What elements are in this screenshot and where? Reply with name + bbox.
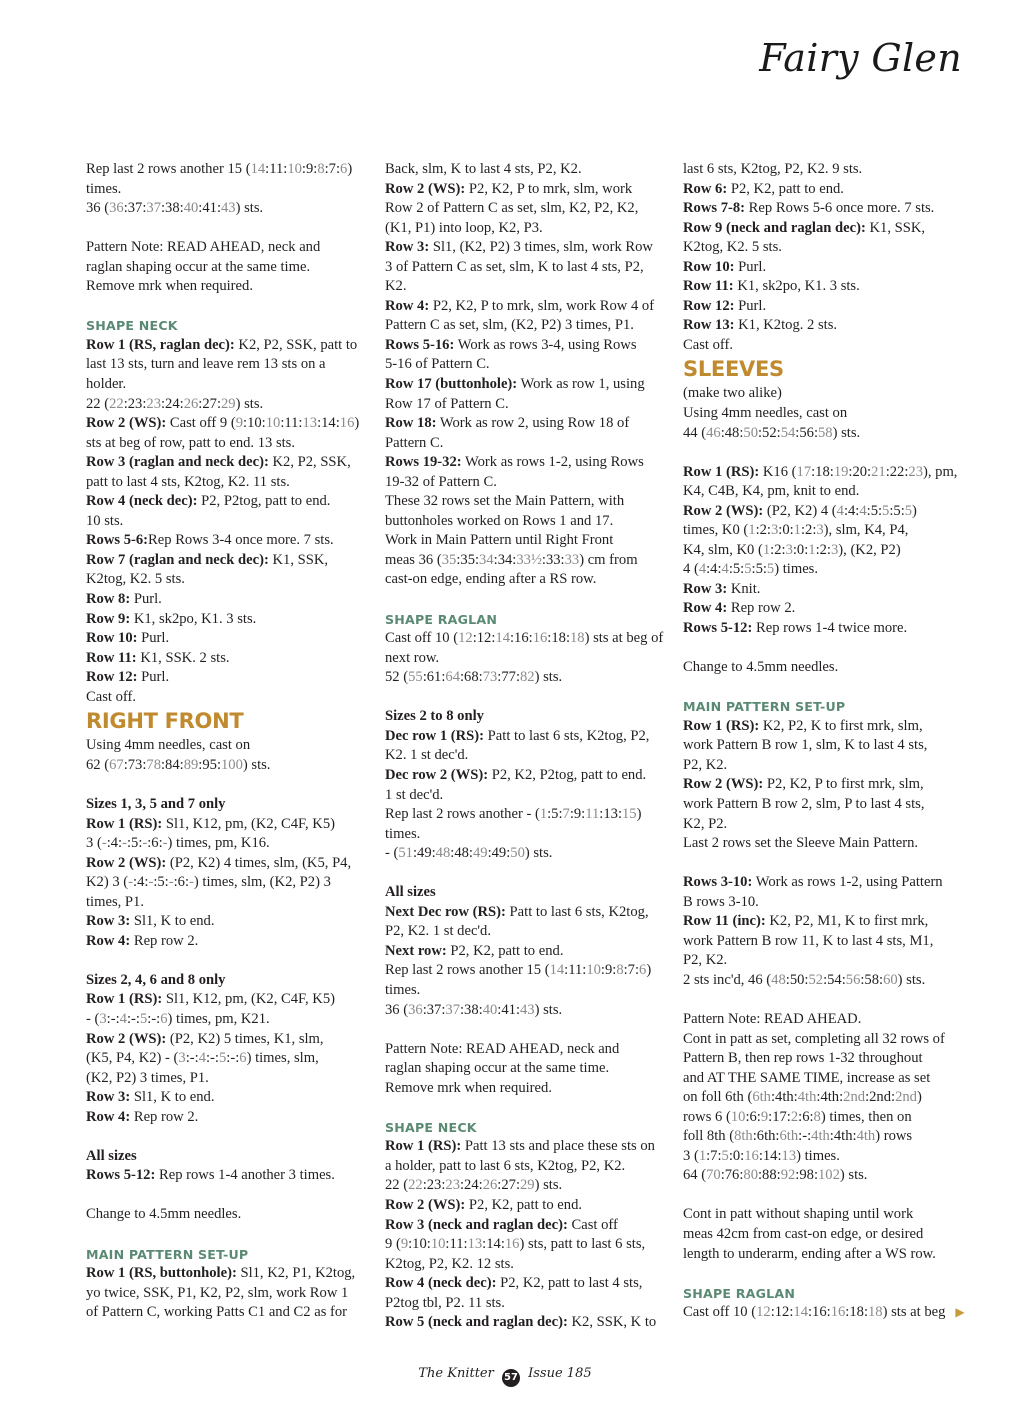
pattern-text-line: work Pattern B row 1, slm, K to last 4 sts, xyxy=(683,737,928,754)
pattern-text-line: Row 9: K1, sk2po, K1. 3 sts. xyxy=(86,610,257,627)
subsection-heading: SHAPE RAGLAN xyxy=(683,1285,796,1301)
pattern-text-line: sts at beg of row, patt to end. 13 sts. xyxy=(86,434,296,451)
paragraph-gap xyxy=(86,951,368,971)
pattern-text-line: Row 3: Sl1, K to end. xyxy=(86,913,215,930)
pattern-text-line: K2. 1 st dec'd. xyxy=(385,747,469,764)
pattern-text-line: Cast off 10 (12:12:14:16:16:18:18) sts at beg ▶ xyxy=(683,1304,965,1321)
pattern-text-line: 1 st dec'd. xyxy=(385,786,444,803)
pattern-text-line: Row 3: Knit. xyxy=(683,580,761,597)
pattern-text-line: meas 36 (35:35:34:34:33½:33:33) cm from xyxy=(385,551,638,568)
pattern-text-line: Row 2 (WS): (P2, K2) 4 times, slm, (K5, P4, xyxy=(86,854,352,871)
pattern-text-line: 64 (70:76:80:88:92:98:102) sts. xyxy=(683,1167,868,1184)
pattern-text-line: K2) 3 (-:4:-:5:-:6:-) times, slm, (K2, P2) 3 xyxy=(86,874,331,891)
pattern-text-line: - (3:-:4:-:5:-:6) times, pm, K21. xyxy=(86,1010,270,1027)
pattern-text-line: last 13 sts, turn and leave rem 13 sts on a xyxy=(86,356,326,373)
subsection-heading: SHAPE RAGLAN xyxy=(385,611,498,627)
pattern-text-line: 52 (55:61:64:68:73:77:82) sts. xyxy=(385,669,563,686)
pattern-text-line: Row 2 (WS): Cast off 9 (9:10:10:11:13:14:16) xyxy=(86,415,360,432)
pattern-text-line: Dec row 2 (WS): P2, K2, P2tog, patt to end. xyxy=(385,766,647,783)
pattern-text-line: 5-16 of Pattern C. xyxy=(385,356,490,373)
pattern-text-line: Row 11: K1, sk2po, K1. 3 sts. xyxy=(683,278,860,295)
pattern-text-line: times. xyxy=(385,981,421,998)
pattern-text-line: Rows 5-6:Rep Rows 3-4 once more. 7 sts. xyxy=(86,532,334,549)
pattern-text-line: on foll 6th (6th:4th:4th:4th:2nd:2nd:2nd) xyxy=(683,1089,922,1106)
pattern-text-line: work Pattern B row 11, K to last 4 sts, M1, xyxy=(683,932,934,949)
pattern-text-line: P2, K2. xyxy=(683,952,728,969)
pattern-text-line: All sizes xyxy=(385,884,436,901)
pattern-text-line: Using 4mm needles, cast on xyxy=(683,405,848,422)
pattern-text-line: Row 2 (WS): P2, K2, P to first mrk, slm, xyxy=(683,776,924,793)
pattern-text-line: Pattern Note: READ AHEAD. xyxy=(683,1010,862,1027)
pattern-text-line: Row 10: Purl. xyxy=(683,258,767,275)
paragraph-gap xyxy=(385,1020,667,1040)
pattern-text-line: Cast off. xyxy=(86,688,136,705)
pattern-text-line: - (51:49:48:48:49:49:50) sts. xyxy=(385,845,553,862)
pattern-text-line: Rows 5-12: Rep rows 1-4 another 3 times. xyxy=(86,1167,335,1184)
pattern-text-line: Row 8: Purl. xyxy=(86,591,162,608)
paragraph-gap xyxy=(683,443,965,463)
pattern-text-line: Remove mrk when required. xyxy=(86,278,253,295)
pattern-text-line: Row 4: Rep row 2. xyxy=(86,932,199,949)
pattern-text-line: Row 2 (WS): P2, K2, patt to end. xyxy=(385,1196,583,1213)
pattern-text-line: 4 (4:4:4:5:5:5:5) times. xyxy=(683,561,818,578)
pattern-text-line: K2, P2. xyxy=(683,815,728,832)
pattern-text-line: Row 7 (raglan and neck dec): K1, SSK, xyxy=(86,551,329,568)
pattern-text-line: K2tog, K2. 5 sts. xyxy=(683,239,782,256)
pattern-text-line: Next row: P2, K2, patt to end. xyxy=(385,942,564,959)
pattern-text-line: patt to last 4 sts, K2tog, K2. 11 sts. xyxy=(86,473,290,490)
paragraph-gap xyxy=(86,1225,368,1245)
paragraph-gap xyxy=(683,678,965,698)
pattern-text-line: 22 (22:23:23:24:26:27:29) sts. xyxy=(385,1177,563,1194)
pattern-text-line: Row 18: Work as row 2, using Row 18 of xyxy=(385,415,630,432)
pattern-text-line: 3 (-:4:-:5:-:6:-) times, pm, K16. xyxy=(86,835,270,852)
pattern-text-line: Row 4: Rep row 2. xyxy=(86,1108,199,1125)
pattern-text-line: Pattern C. xyxy=(385,434,444,451)
paragraph-gap xyxy=(683,990,965,1010)
pattern-text-line: Row 4: P2, K2, P to mrk, slm, work Row 4 of xyxy=(385,297,655,314)
issue-number: Issue 185 xyxy=(528,1366,592,1381)
pattern-text-line: Row 1 (RS): K16 (17:18:19:20:21:22:23), pm, xyxy=(683,463,958,480)
pattern-text-line: K2. xyxy=(385,278,407,295)
pattern-text-line: P2, K2. 1 st dec'd. xyxy=(385,923,491,940)
pattern-text-line: Rep last 2 rows another 15 (14:11:10:9:8:7:6) xyxy=(86,161,353,177)
pattern-text-line: length to underarm, ending after a WS row. xyxy=(683,1245,936,1262)
pattern-text-line: Pattern Note: READ AHEAD, neck and xyxy=(385,1040,620,1057)
pattern-text-line: Change to 4.5mm needles. xyxy=(683,659,839,676)
paragraph-gap xyxy=(86,1127,368,1147)
pattern-text-line: of Pattern C, working Patts C1 and C2 as for xyxy=(86,1304,348,1321)
paragraph-gap xyxy=(385,1098,667,1118)
pattern-text-line: (K2, P2) 3 times, P1. xyxy=(86,1069,209,1086)
pattern-text-line: Rows 5-12: Rep rows 1-4 twice more. xyxy=(683,620,908,637)
paragraph-gap xyxy=(683,639,965,659)
pattern-text-line: 2 sts inc'd, 46 (48:50:52:54:56:58:60) sts. xyxy=(683,971,926,988)
pattern-text-line: times, K0 (1:2:3:0:1:2:3), slm, K4, P4, xyxy=(683,522,909,539)
pattern-text-line: buttonholes worked on Rows 1 and 17. xyxy=(385,512,614,529)
paragraph-gap xyxy=(683,854,965,874)
pattern-text-line: Row 13: K1, K2tog. 2 sts. xyxy=(683,317,838,334)
pattern-text-line: times, P1. xyxy=(86,893,144,910)
pattern-text-line: Cont in patt as set, completing all 32 rows of xyxy=(683,1030,945,1047)
paragraph-gap xyxy=(86,297,368,317)
pattern-text-line: Rows 5-16: Work as rows 3-4, using Rows xyxy=(385,336,637,353)
section-heading: SLEEVES xyxy=(683,357,784,382)
pattern-text-line: Row 11 (inc): K2, P2, M1, K to first mrk, xyxy=(683,913,929,930)
pattern-text-line: Row 3 (neck and raglan dec): Cast off xyxy=(385,1216,618,1233)
pattern-text-line: Row 4: Rep row 2. xyxy=(683,600,796,617)
pattern-text-line: rows 6 (10:6:9:17:2:6:8) times, then on xyxy=(683,1108,912,1125)
paragraph-gap xyxy=(683,1186,965,1206)
pattern-text-line: 19-32 of Pattern C. xyxy=(385,473,497,490)
pattern-text-line: Row 2 (WS): P2, K2, P to mrk, slm, work xyxy=(385,180,633,197)
pattern-text-line: Cast off 10 (12:12:14:16:16:18:18) sts at beg of xyxy=(385,630,664,647)
pattern-text-line: Row 3: Sl1, (K2, P2) 3 times, slm, work Row xyxy=(385,239,653,256)
pattern-text-line: (K1, P1) into loop, K2, P3. xyxy=(385,219,543,236)
pattern-text-line: last 6 sts, K2tog, P2, K2. 9 sts. xyxy=(683,161,863,177)
pattern-text-line: Row 1 (RS): K2, P2, K to first mrk, slm, xyxy=(683,717,923,734)
pattern-text-line: a holder, patt to last 6 sts, K2tog, P2, K2. xyxy=(385,1157,626,1174)
pattern-text-line: Row 1 (RS): Sl1, K12, pm, (K2, C4F, K5) xyxy=(86,815,335,832)
pattern-text-line: Row 6: P2, K2, patt to end. xyxy=(683,180,844,197)
pattern-text-line: Cont in patt without shaping until work xyxy=(683,1206,914,1223)
pattern-text-line: holder. xyxy=(86,376,127,393)
text-column-1 xyxy=(86,160,368,1323)
pattern-text-line: Row 1 (RS, raglan dec): K2, P2, SSK, patt to xyxy=(86,336,358,353)
pattern-text-line: Row 17 of Pattern C. xyxy=(385,395,509,412)
pattern-text-line: Row 9 (neck and raglan dec): K1, SSK, xyxy=(683,219,926,236)
pattern-text-line: Change to 4.5mm needles. xyxy=(86,1206,242,1223)
pattern-text-line: Row 3: Sl1, K to end. xyxy=(86,1089,215,1106)
pattern-text-line: Sizes 1, 3, 5 and 7 only xyxy=(86,795,226,812)
pattern-text-line: P2tog tbl, P2. 11 sts. xyxy=(385,1294,505,1311)
pattern-text-line: yo twice, SSK, P1, K2, P2, slm, work Row 1 xyxy=(86,1284,349,1301)
pattern-text-line: P2, K2. xyxy=(683,756,728,773)
pattern-text-line: 62 (67:73:78:84:89:95:100) sts. xyxy=(86,756,271,773)
pattern-text-line: K2tog, K2. 5 sts. xyxy=(86,571,185,588)
pattern-text-line: Rows 19-32: Work as rows 1-2, using Rows xyxy=(385,454,644,471)
page-footer xyxy=(0,1366,1010,1387)
pattern-text-line: next row. xyxy=(385,649,440,666)
pattern-text-line: 9 (9:10:10:11:13:14:16) sts, patt to last 6 sts, xyxy=(385,1236,646,1253)
pattern-text-line: K4, C4B, K4, pm, knit to end. xyxy=(683,483,860,500)
pattern-text-line: Rep last 2 rows another - (1:5:7:9:11:13:15) xyxy=(385,806,642,823)
pattern-text-line: Row 2 of Pattern C as set, slm, K2, P2, K2, xyxy=(385,200,639,217)
pattern-text-line: Work in Main Pattern until Right Front xyxy=(385,532,614,549)
pattern-text-line: times. xyxy=(385,825,421,842)
pattern-text-line: cast-on edge, ending after a RS row. xyxy=(385,571,597,588)
pattern-text-line: Row 2 (WS): (P2, K2) 4 (4:4:4:5:5:5:5) xyxy=(683,502,917,519)
pattern-text-line: Pattern C as set, slm, (K2, P2) 3 times, P1. xyxy=(385,317,634,334)
pattern-text-line: meas 42cm from cast-on edge, or desired xyxy=(683,1225,924,1242)
pattern-text-line: B rows 3-10. xyxy=(683,893,759,910)
pattern-text-line: work Pattern B row 2, slm, P to last 4 sts, xyxy=(683,795,925,812)
pattern-text-line: Using 4mm needles, cast on xyxy=(86,737,251,754)
pattern-text-line: Row 4 (neck dec): P2, K2, patt to last 4 sts, xyxy=(385,1275,643,1292)
paragraph-gap xyxy=(86,219,368,239)
pattern-text-line: 22 (22:23:23:24:26:27:29) sts. xyxy=(86,395,264,412)
pattern-text-line: Row 10: Purl. xyxy=(86,630,170,647)
pattern-text-line: Row 12: Purl. xyxy=(86,669,170,686)
pattern-text-line: 10 sts. xyxy=(86,512,124,529)
subsection-heading: SHAPE NECK xyxy=(86,318,178,334)
pattern-text-line: Last 2 rows set the Sleeve Main Pattern. xyxy=(683,835,919,852)
pattern-text-line: Pattern B, then rep rows 1-32 throughout xyxy=(683,1050,923,1067)
pattern-text-line: foll 8th (8th:6th:6th:-:4th:4th:4th) rows xyxy=(683,1128,913,1145)
subsection-heading: MAIN PATTERN SET-UP xyxy=(86,1246,249,1262)
pattern-text-line: Dec row 1 (RS): Patt to last 6 sts, K2tog, P2, xyxy=(385,727,650,744)
pattern-text-line: (make two alike) xyxy=(683,385,782,402)
pattern-text-line: Pattern Note: READ AHEAD, neck and xyxy=(86,239,321,256)
pattern-text-line: (K5, P4, K2) - (3:-:4:-:5:-:6) times, slm, xyxy=(86,1050,319,1067)
paragraph-gap xyxy=(86,775,368,795)
pattern-text-line: 44 (46:48:50:52:54:56:58) sts. xyxy=(683,424,861,441)
pattern-text-line: Row 5 (neck and raglan dec): K2, SSK, K to xyxy=(385,1314,657,1331)
pattern-text-line: Rows 3-10: Work as rows 1-2, using Pattern xyxy=(683,874,943,891)
magazine-name: The Knitter xyxy=(418,1366,494,1381)
pattern-text-line: Sizes 2, 4, 6 and 8 only xyxy=(86,971,226,988)
paragraph-gap xyxy=(385,590,667,610)
pattern-text-line: Rep last 2 rows another 15 (14:11:10:9:8:7:6) xyxy=(385,962,652,979)
section-heading: RIGHT FRONT xyxy=(86,709,244,734)
pattern-text-line: Row 12: Purl. xyxy=(683,297,767,314)
pattern-text-line: raglan shaping occur at the same time. xyxy=(86,258,311,275)
pattern-text-line: Row 2 (WS): (P2, K2) 5 times, K1, slm, xyxy=(86,1030,324,1047)
pattern-text-line: Row 11: K1, SSK. 2 sts. xyxy=(86,649,230,666)
pattern-text-line: All sizes xyxy=(86,1147,137,1164)
pattern-text-line: 36 (36:37:37:38:40:41:43) sts. xyxy=(385,1001,563,1018)
pattern-text-line: times. xyxy=(86,180,122,197)
paragraph-gap xyxy=(385,864,667,884)
pattern-text-line: K4, slm, K0 (1:2:3:0:1:2:3), (K2, P2) xyxy=(683,541,901,558)
subsection-heading: SHAPE NECK xyxy=(385,1119,477,1135)
pattern-text-line: raglan shaping occur at the same time. xyxy=(385,1060,610,1077)
page-number-badge: 57 xyxy=(502,1369,520,1387)
pattern-text-line: and AT THE SAME TIME, increase as set xyxy=(683,1069,931,1086)
pattern-text-line: Cast off. xyxy=(683,336,733,353)
pattern-text-line: 3 (1:7:5:0:16:14:13) times. xyxy=(683,1147,840,1164)
pattern-text-line: Next Dec row (RS): Patt to last 6 sts, K2tog, xyxy=(385,903,649,920)
pattern-text-line: 3 of Pattern C as set, slm, K to last 4 sts, P2, xyxy=(385,258,644,275)
pattern-text-line: These 32 rows set the Main Pattern, with xyxy=(385,493,625,510)
paragraph-gap xyxy=(683,1264,965,1284)
pattern-text-line: Row 3 (raglan and neck dec): K2, P2, SSK, xyxy=(86,454,351,471)
pattern-text-line: Row 1 (RS, buttonhole): Sl1, K2, P1, K2tog, xyxy=(86,1265,356,1282)
text-column-3 xyxy=(683,160,965,1323)
paragraph-gap xyxy=(385,688,667,708)
pattern-text-line: Back, slm, K to last 4 sts, P2, K2. xyxy=(385,161,582,177)
pattern-text-line: Row 4 (neck dec): P2, P2tog, patt to end. xyxy=(86,493,331,510)
pattern-text-line: 36 (36:37:37:38:40:41:43) sts. xyxy=(86,200,264,217)
pattern-text-line: Row 1 (RS): Patt 13 sts and place these sts on xyxy=(385,1138,655,1155)
pattern-text-line: Sizes 2 to 8 only xyxy=(385,708,484,725)
pattern-text-line: Rows 7-8: Rep Rows 5-6 once more. 7 sts. xyxy=(683,200,935,217)
pattern-text-line: K2tog, P2, K2. 12 sts. xyxy=(385,1255,514,1272)
paragraph-gap xyxy=(86,1186,368,1206)
subsection-heading: MAIN PATTERN SET-UP xyxy=(683,699,846,715)
pattern-text-line: Remove mrk when required. xyxy=(385,1079,552,1096)
page-title: Fairy Glen xyxy=(759,36,962,80)
pattern-text-line: Row 1 (RS): Sl1, K12, pm, (K2, C4F, K5) xyxy=(86,991,335,1008)
text-column-2 xyxy=(385,160,667,1333)
pattern-text-line: Row 17 (buttonhole): Work as row 1, using xyxy=(385,376,645,393)
